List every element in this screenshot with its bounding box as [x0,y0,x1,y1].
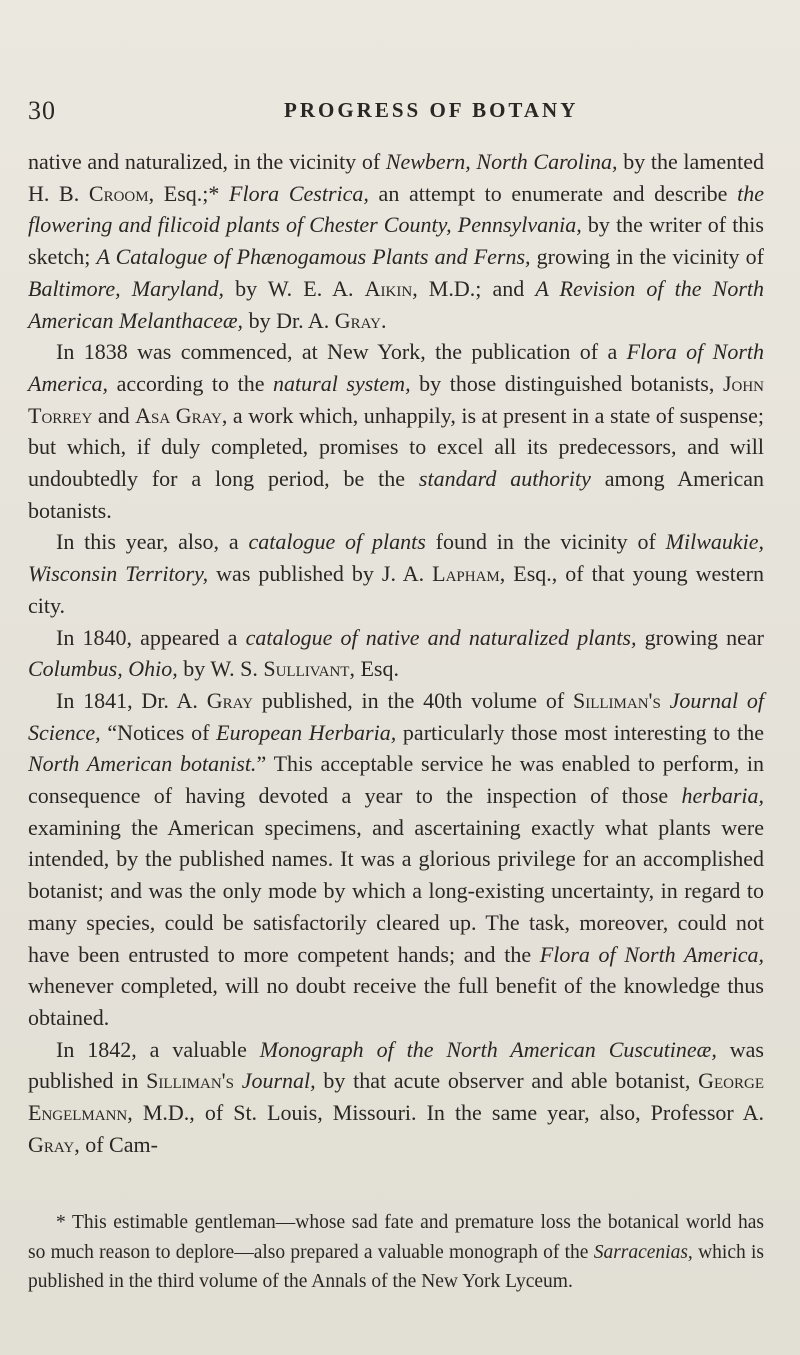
small-caps-name: Gray [206,687,253,713]
italic-text: system, [346,370,411,396]
paragraph [28,336,764,526]
text-run: by the lamented H. B. [28,149,764,206]
italic-text: Newbern, North Carolina, [385,149,618,174]
text-run: particularly those most interesting to the [396,719,765,745]
running-head: PROGRESS OF BOTANY [284,98,579,122]
italic-text: natural [273,370,338,396]
italic-text: Monograph of the North American Cuscutineæ, [259,1036,717,1062]
text-run: growing in the vicinity of [530,244,764,270]
text-run: by the writer of this sketch; [28,212,764,270]
italic-text: A Catalogue of Phænogamous Plants and Ferns, [96,244,531,270]
small-caps-name: Gray [334,307,381,333]
italic-text: North American botanist. [28,751,257,777]
text-run: ” This acceptable service he was enabled to perform, in consequence of having devoted a year to the inspection of those [28,751,764,809]
italic-text: Flora Cestrica, [229,180,369,206]
text-run: * This estimable gentleman—whose sad fate and premature loss the botanical world has so much reason to deplore—also prepared a valuable monograph of the [28,1212,764,1263]
text-run: found in the vicinity of [425,529,666,555]
text-run: among American botanists. [28,466,764,523]
text-run: by those distinguished botanists, [410,370,723,396]
italic-text: Flora of North America, [539,941,764,967]
italic-text: herbaria, [681,783,764,809]
body-text [28,146,764,1161]
small-caps-name: John Torrey [28,370,765,428]
italic-text: the flowering and filicoid plants of Chester County, Pennsylvania, [28,180,764,238]
text-run: by Dr. A. [243,307,335,333]
italic-text: A Revision of the North American Melanthaceæ, [28,275,765,333]
text-run: examining the American specimens, and ascertaining exactly what plants were intended, by the published names. It was a glorious privilege for an accomplished botanist; and was the only mode by which a long-existing uncertainty, in regard to many species, could be satisfactorily cleared up. The task, moreover, could not have been entrusted to more competent hands; and the [28,814,764,967]
paragraph [28,526,764,621]
italic-text: Sarracenias, [593,1241,693,1263]
italic-text: Journal of Science, [28,687,765,745]
text-run: . [380,307,387,333]
text-run: , a work which, unhappily, is at present in a state of suspense; but which, if duly completed, promises to excel all its predecessors, and will undoubtedly for a long period, be the [28,402,764,492]
page-header [28,96,760,136]
italic-text: Milwaukie, Wisconsin Territory, [28,529,765,587]
text-run: by W. E. A. [224,275,365,301]
italic-text: European Herbaria, [216,719,397,745]
italic-text: standard authority [418,466,591,492]
text-run: native and naturalized, in the vicinity of [28,149,386,174]
text-run [234,1068,242,1093]
small-caps-name: Sullivant [263,656,350,682]
small-caps-name: Aikin [364,275,413,301]
page-number: 30 [28,96,56,125]
text-run: In this year, also, a [56,529,249,555]
paragraph [28,146,764,336]
text-run: In 1841, Dr. A. [56,687,207,713]
text-run: which is published in the third volume of the Annals of the New York Lyceum. [28,1241,764,1292]
paragraph [28,685,764,1034]
small-caps-name: Croom [88,180,149,206]
text-run: , M.D., of St. Louis, Missouri. In the same year, also, Professor A. [127,1100,764,1126]
text-run: , Esq.;* [148,180,230,206]
paragraph [28,622,764,685]
text-run: by W. S. [177,656,264,682]
small-caps-name: Gray [28,1131,75,1157]
text-run: , Esq., of that young western city. [28,561,765,618]
text-run: , Esq. [349,656,399,682]
text-run [661,688,670,713]
footnote [28,1208,764,1297]
text-run: whenever completed, will no doubt receive the full benefit of the knowledge thus obtained. [28,973,764,1030]
paragraph [28,1034,764,1161]
footnote-paragraph [28,1208,764,1297]
italic-text: catalogue of plants [248,529,426,555]
text-run: according to the [108,370,274,396]
small-caps-name: Asa Gray [135,402,222,428]
text-run: “Notices of [100,719,217,745]
text-run: and [92,402,136,428]
italic-text: Baltimore, Maryland, [28,275,225,301]
italic-text: Columbus, Ohio, [28,656,178,682]
small-caps-name: Silliman's [146,1068,234,1094]
text-run: an attempt to enumerate and describe [368,180,738,206]
text-run: , of Cam- [74,1131,158,1157]
text-run: was published by J. A. [208,561,433,587]
small-caps-name: George Engelmann [28,1068,764,1126]
text-run: published, in the 40th volume of [252,687,573,713]
text-run: In 1840, appeared a [56,624,246,650]
italic-text: Flora of North America, [28,339,764,396]
text-run: In 1838 was commenced, at New York, the publication of a [56,339,627,365]
text-run: was published in [28,1036,764,1094]
text-run: , M.D.; and [412,275,536,301]
small-caps-name: Lapham [432,561,500,587]
small-caps-name: Silliman's [573,687,661,713]
italic-text: catalogue of native and naturalized plants, [245,624,637,650]
text-run: growing near [636,624,764,650]
text-run: In 1842, a valuable [56,1036,260,1062]
text-run: by that acute observer and able botanist, [315,1068,699,1094]
italic-text: Journal, [241,1068,316,1094]
